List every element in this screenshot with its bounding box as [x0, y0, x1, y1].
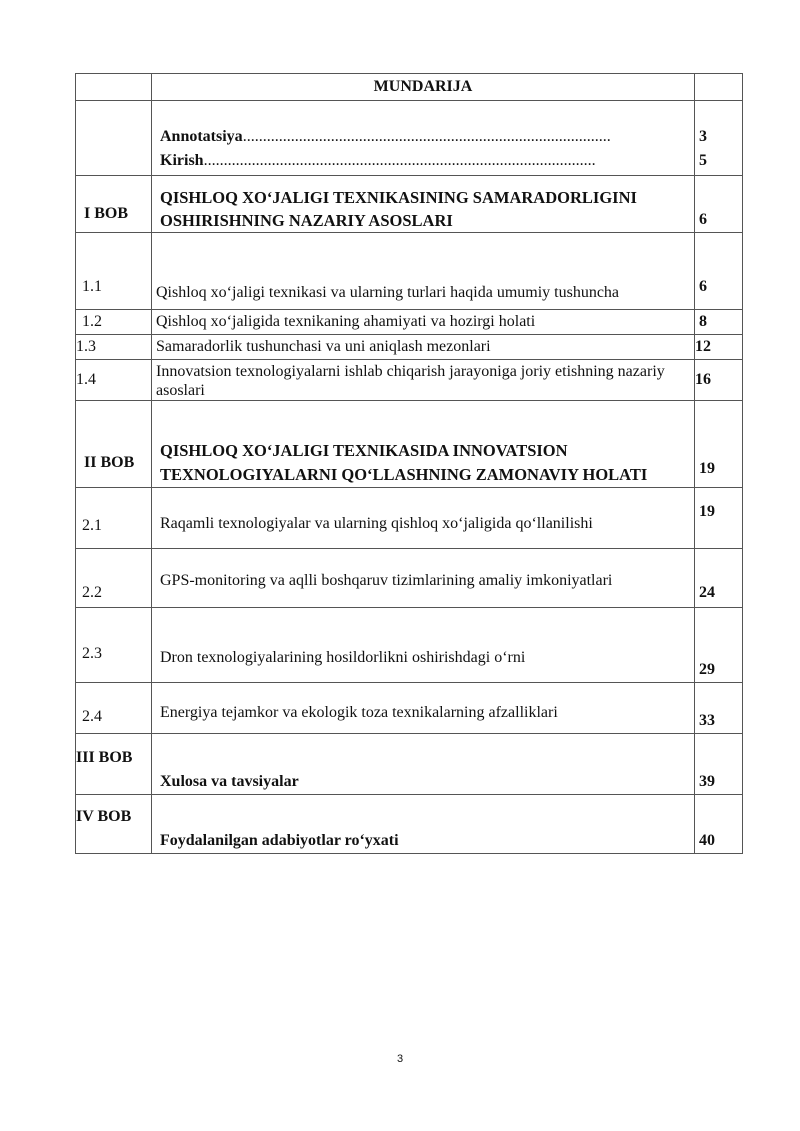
toc-section-row: 2.1 Raqamli texnologiyalar va ularning qishloq xo‘jaligida qo‘llanilishi 19: [76, 488, 743, 549]
toc-item-kirish: Kirish..................................................................................................: [160, 152, 596, 169]
toc-header-row: [76, 74, 743, 101]
toc-chapter-row: II BOB QISHLOQ XO‘JALIGI TEXNIKASIDA INNOVATSION TEXNOLOGIYALARNI QO‘LLASHNING ZAMONAVIY HOLATI 19: [76, 401, 743, 488]
toc-intro-row: [76, 101, 743, 176]
page-number: 3: [396, 1053, 404, 1065]
toc-chapter-row: I BOB QISHLOQ XO‘JALIGI TEXNIKASINING SAMARADORLIGINI OSHIRISHNING NAZARIY ASOSLARI 6: [76, 176, 743, 233]
toc-section-row: 2.2 GPS-monitoring va aqlli boshqaruv tizimlarining amaliy imkoniyatlari 24: [76, 549, 743, 608]
toc-section-row: 1.1 Qishloq xo‘jaligi texnikasi va ularning turlari haqida umumiy tushuncha 6: [76, 233, 743, 310]
toc-item-annotatsiya: Annotatsiya............................................................................................: [160, 128, 611, 145]
toc-section-row: 1.4 Innovatsion texnologiyalarni ishlab chiqarish jarayoniga joriy etishning nazariy asoslari 16: [76, 360, 743, 401]
toc-title: MUNDARIJA: [152, 74, 695, 101]
toc-chapter-row: IV BOB Foydalanilgan adabiyotlar ro‘yxati 40: [76, 795, 743, 854]
toc-chapter-row: III BOB Xulosa va tavsiyalar 39: [76, 734, 743, 795]
page-number-annotatsiya: 3: [699, 128, 707, 145]
toc-section-row: 1.2 Qishloq xo‘jaligida texnikaning ahamiyati va hozirgi holati 8: [76, 310, 743, 335]
toc-section-row: 2.4 Energiya tejamkor va ekologik toza texnikalarning afzalliklari 33: [76, 683, 743, 734]
page-number-kirish: 5: [699, 152, 707, 169]
table-of-contents: [75, 73, 743, 854]
toc-section-row: 2.3 Dron texnologiyalarining hosildorlikni oshirishdagi o‘rni 29: [76, 608, 743, 683]
toc-section-row: 1.3 Samaradorlik tushunchasi va uni aniqlash mezonlari 12: [76, 335, 743, 360]
